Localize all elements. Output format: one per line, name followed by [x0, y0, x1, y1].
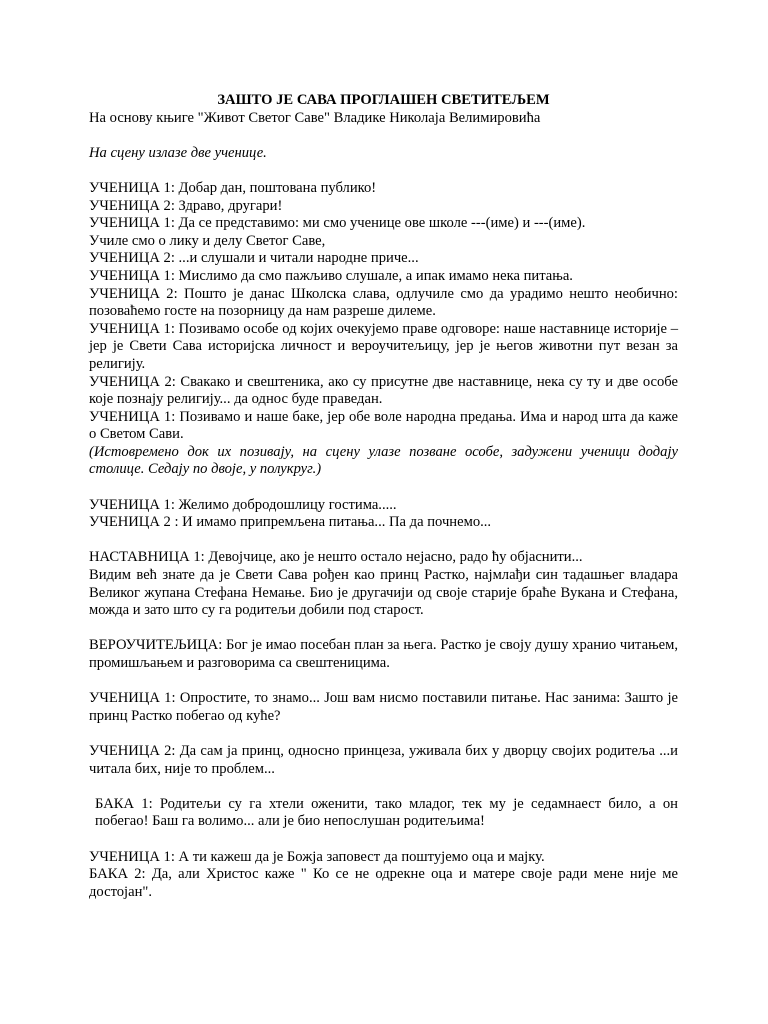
dialogue-line: НАСТАВНИЦА 1: Девојчице, ако је нешто остало нејасно, радо ћу објаснити...: [89, 549, 583, 566]
dialogue-line: УЧЕНИЦА 2: ...и слушали и читали народне приче...: [89, 250, 419, 267]
dialogue-line: УЧЕНИЦА 2: Свакако и свештеника, ако су присутне две наставнице, нека су ту и две особе које познају религију... да однос буде праведан.: [89, 373, 678, 408]
dialogue-line: УЧЕНИЦА 1: Мислимо да смо пажљиво слушале, а ипак имамо нека питања.: [89, 267, 573, 284]
source-line: На основу књиге "Живот Светог Саве" Владике Николаја Велимировића: [89, 109, 541, 126]
dialogue-line: БАКА 2: Да, али Христос каже " Ко се не одрекне оца и матере своје ради мене није ме достојан".: [89, 866, 678, 900]
spacer: [89, 479, 678, 497]
dialogue-line: УЧЕНИЦА 2: Да сам ја принц, односно принцеза, уживала бих у дворцу својих родитеља ...и читала бих, није то проблем...: [89, 742, 678, 777]
spacer: [89, 620, 678, 638]
dialogue-line: БАКА 1: Родитељи су га хтели оженити, тако младог, тек му је седамнаест било, а он побегао! Баш га волимо... али је био непослушан родитељима!: [95, 795, 678, 830]
document-page: [89, 92, 678, 901]
dialogue-line: УЧЕНИЦА 1: Опростите, то знамо... Још вам нисмо поставили питање. Нас занима: Зашто је принц Растко побегао од куће?: [89, 690, 678, 724]
stage-direction: (Истовремено док их позивају, на сцену улазе позване особе, задужени ученици додају столице. Седају по двоје, у полукруг.): [89, 443, 678, 478]
dialogue-line: УЧЕНИЦА 1: А ти кажеш да је Божја заповест да поштујемо оца и мајку.: [89, 848, 545, 865]
spacer: [89, 778, 678, 796]
dialogue-line: УЧЕНИЦА 1: Позивамо и наше баке, јер обе воле народна предања. Има и народ шта да каже о Светом Сави.: [89, 408, 678, 443]
dialogue-line: Училе смо о лику и делу Светог Саве,: [89, 232, 326, 249]
dialogue-line: УЧЕНИЦА 2 : И имамо припремљена питања... Па да почнемо...: [89, 514, 492, 531]
spacer: [89, 532, 678, 550]
stage-intro: На сцену излазе две ученице.: [89, 144, 267, 161]
dialogue-line: УЧЕНИЦА 1: Да се представимо: ми смо ученице ове школе ---(име) и ---(име).: [89, 215, 586, 232]
dialogue-line: Видим већ знате да је Свети Сава рођен као принц Растко, најмлађи син тадашњег владара Великог жупана Стефана Немање. Био је другачији од своје старије браће Вукана и Стефана, можда и зато што су га родитељи добили под старост.: [89, 567, 678, 619]
dialogue-line: УЧЕНИЦА 1: Позивамо особе од којих очекујемо праве одговоре: наше наставнице историје – јер је Свети Сава историјска личност и вероучитељицу, јер је његов животни пут везан за религију.: [89, 320, 678, 372]
dialogue-line: УЧЕНИЦА 2: Здраво, другари!: [89, 197, 283, 214]
spacer: [89, 127, 678, 145]
spacer: [89, 162, 678, 180]
spacer: [89, 673, 678, 691]
dialogue-line: ВЕРОУЧИТЕЉИЦА: Бог је имао посебан план за њега. Растко је своју душу хранио читањем, промишљањем и разговорима са свештеницима.: [89, 637, 678, 671]
dialogue-line: УЧЕНИЦА 2: Пошто је данас Школска слава, одлучиле смо да урадимо нешто необично: позоваћемо госте на позорницу да нам разреше дилеме.: [89, 285, 678, 320]
spacer: [89, 725, 678, 743]
document-title: ЗАШТО ЈЕ САВА ПРОГЛАШЕН СВЕТИТЕЉЕМ: [217, 92, 550, 108]
spacer: [89, 831, 678, 849]
dialogue-line: УЧЕНИЦА 1: Добар дан, поштована публико!: [89, 179, 377, 196]
dialogue-line: УЧЕНИЦА 1: Желимо добродошлицу гостима.....: [89, 496, 397, 513]
